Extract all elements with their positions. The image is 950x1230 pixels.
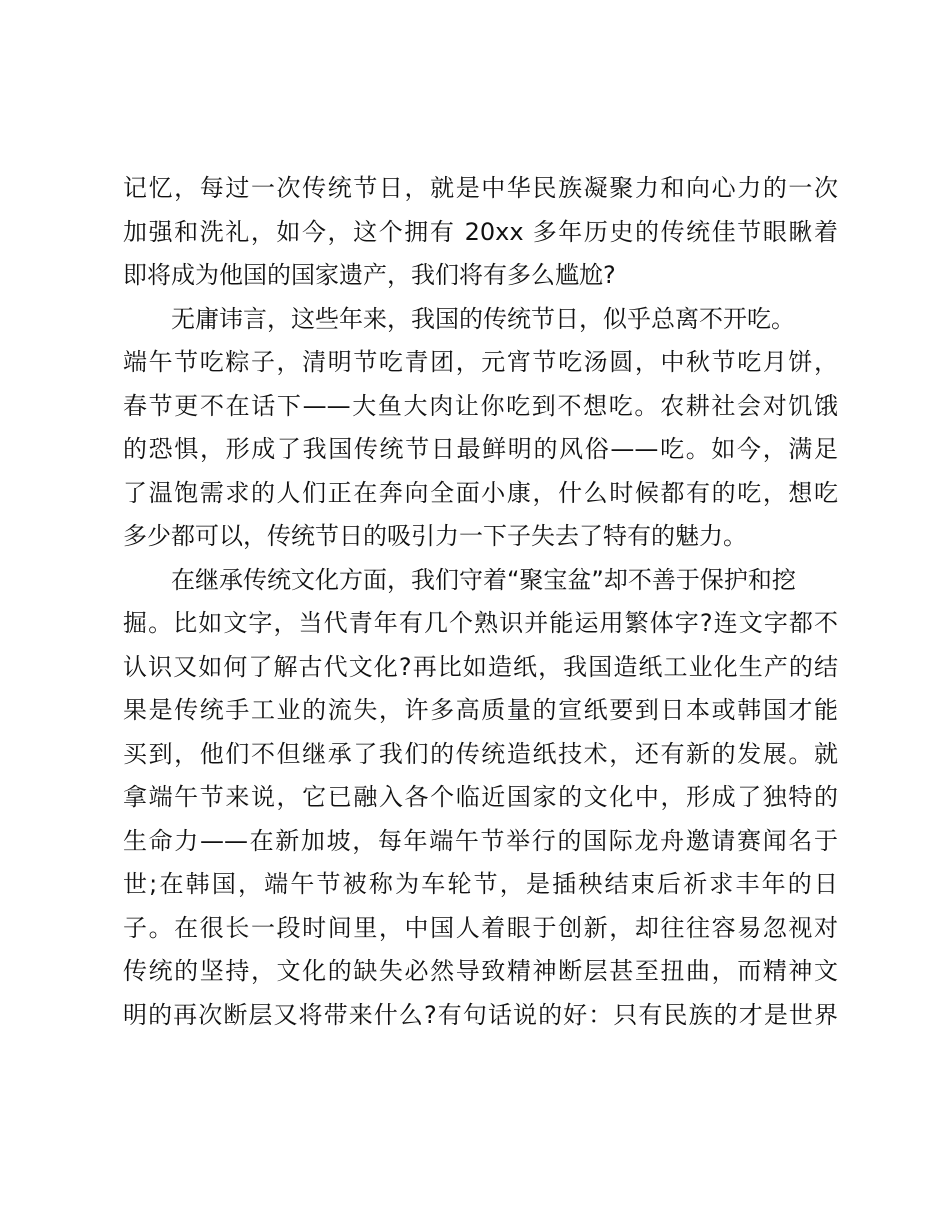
text-line: 春节更不在话下——大鱼大肉让你吃到不想吃。农耕社会对饥饿 [123,391,838,420]
text-line: 买到，他们不但继承了我们的传统造纸技术，还有新的发展。就 [123,739,838,768]
text-line: 子。在很长一段时间里，中国人着眼于创新，却往往容易忽视对 [123,913,838,942]
text-line: 的恐惧，形成了我国传统节日最鲜明的风俗——吃。如今，满足 [123,435,838,463]
text-line: 传统的坚持，文化的缺失必然导致精神断层甚至扭曲，而精神文 [123,957,838,985]
text-line: 拿端午节来说，它已融入各个临近国家的文化中，形成了独特的 [123,783,838,811]
text-line: 多少都可以，传统节日的吸引力一下子失去了特有的魅力。 [123,522,747,550]
text-line: 果是传统手工业的流失，许多高质量的宣纸要到日本或韩国才能 [123,696,838,724]
document-body [123,167,838,1037]
text-line: 端午节吃粽子，清明节吃青团，元宵节吃汤圆，中秋节吃月饼， [123,348,838,376]
text-line: 加强和洗礼，如今，这个拥有 20xx 多年历史的传统佳节眼瞅着 [123,217,838,246]
text-line: 认识又如何了解古代文化?再比如造纸，我国造纸工业化生产的结 [123,652,838,681]
text-line: 记忆，每过一次传统节日，就是中华民族凝聚力和向心力的一次 [123,174,838,202]
text-line: 即将成为他国的国家遗产，我们将有多么尴尬? [123,261,616,289]
paragraph-2 [123,298,838,559]
text-line: 生命力——在新加坡，每年端午节举行的国际龙舟邀请赛闻名于 [123,826,838,855]
text-line: 掘。比如文字，当代青年有几个熟识并能运用繁体字?连文字都不 [123,609,838,637]
paragraph-1 [123,167,838,298]
paragraph-3 [123,559,838,1038]
text-line: 无庸讳言，这些年来，我国的传统节日，似乎总离不开吃。 [171,304,795,333]
text-line: 明的再次断层又将带来什么?有句话说的好：只有民族的才是世界 [123,1000,838,1029]
text-line: 了温饱需求的人们正在奔向全面小康，什么时候都有的吃，想吃 [123,478,838,507]
text-line: 世;在韩国，端午节被称为车轮节，是插秧结束后祈求丰年的日 [123,870,838,898]
text-line: 在继承传统文化方面，我们守着“聚宝盆”却不善于保护和挖 [171,565,796,594]
